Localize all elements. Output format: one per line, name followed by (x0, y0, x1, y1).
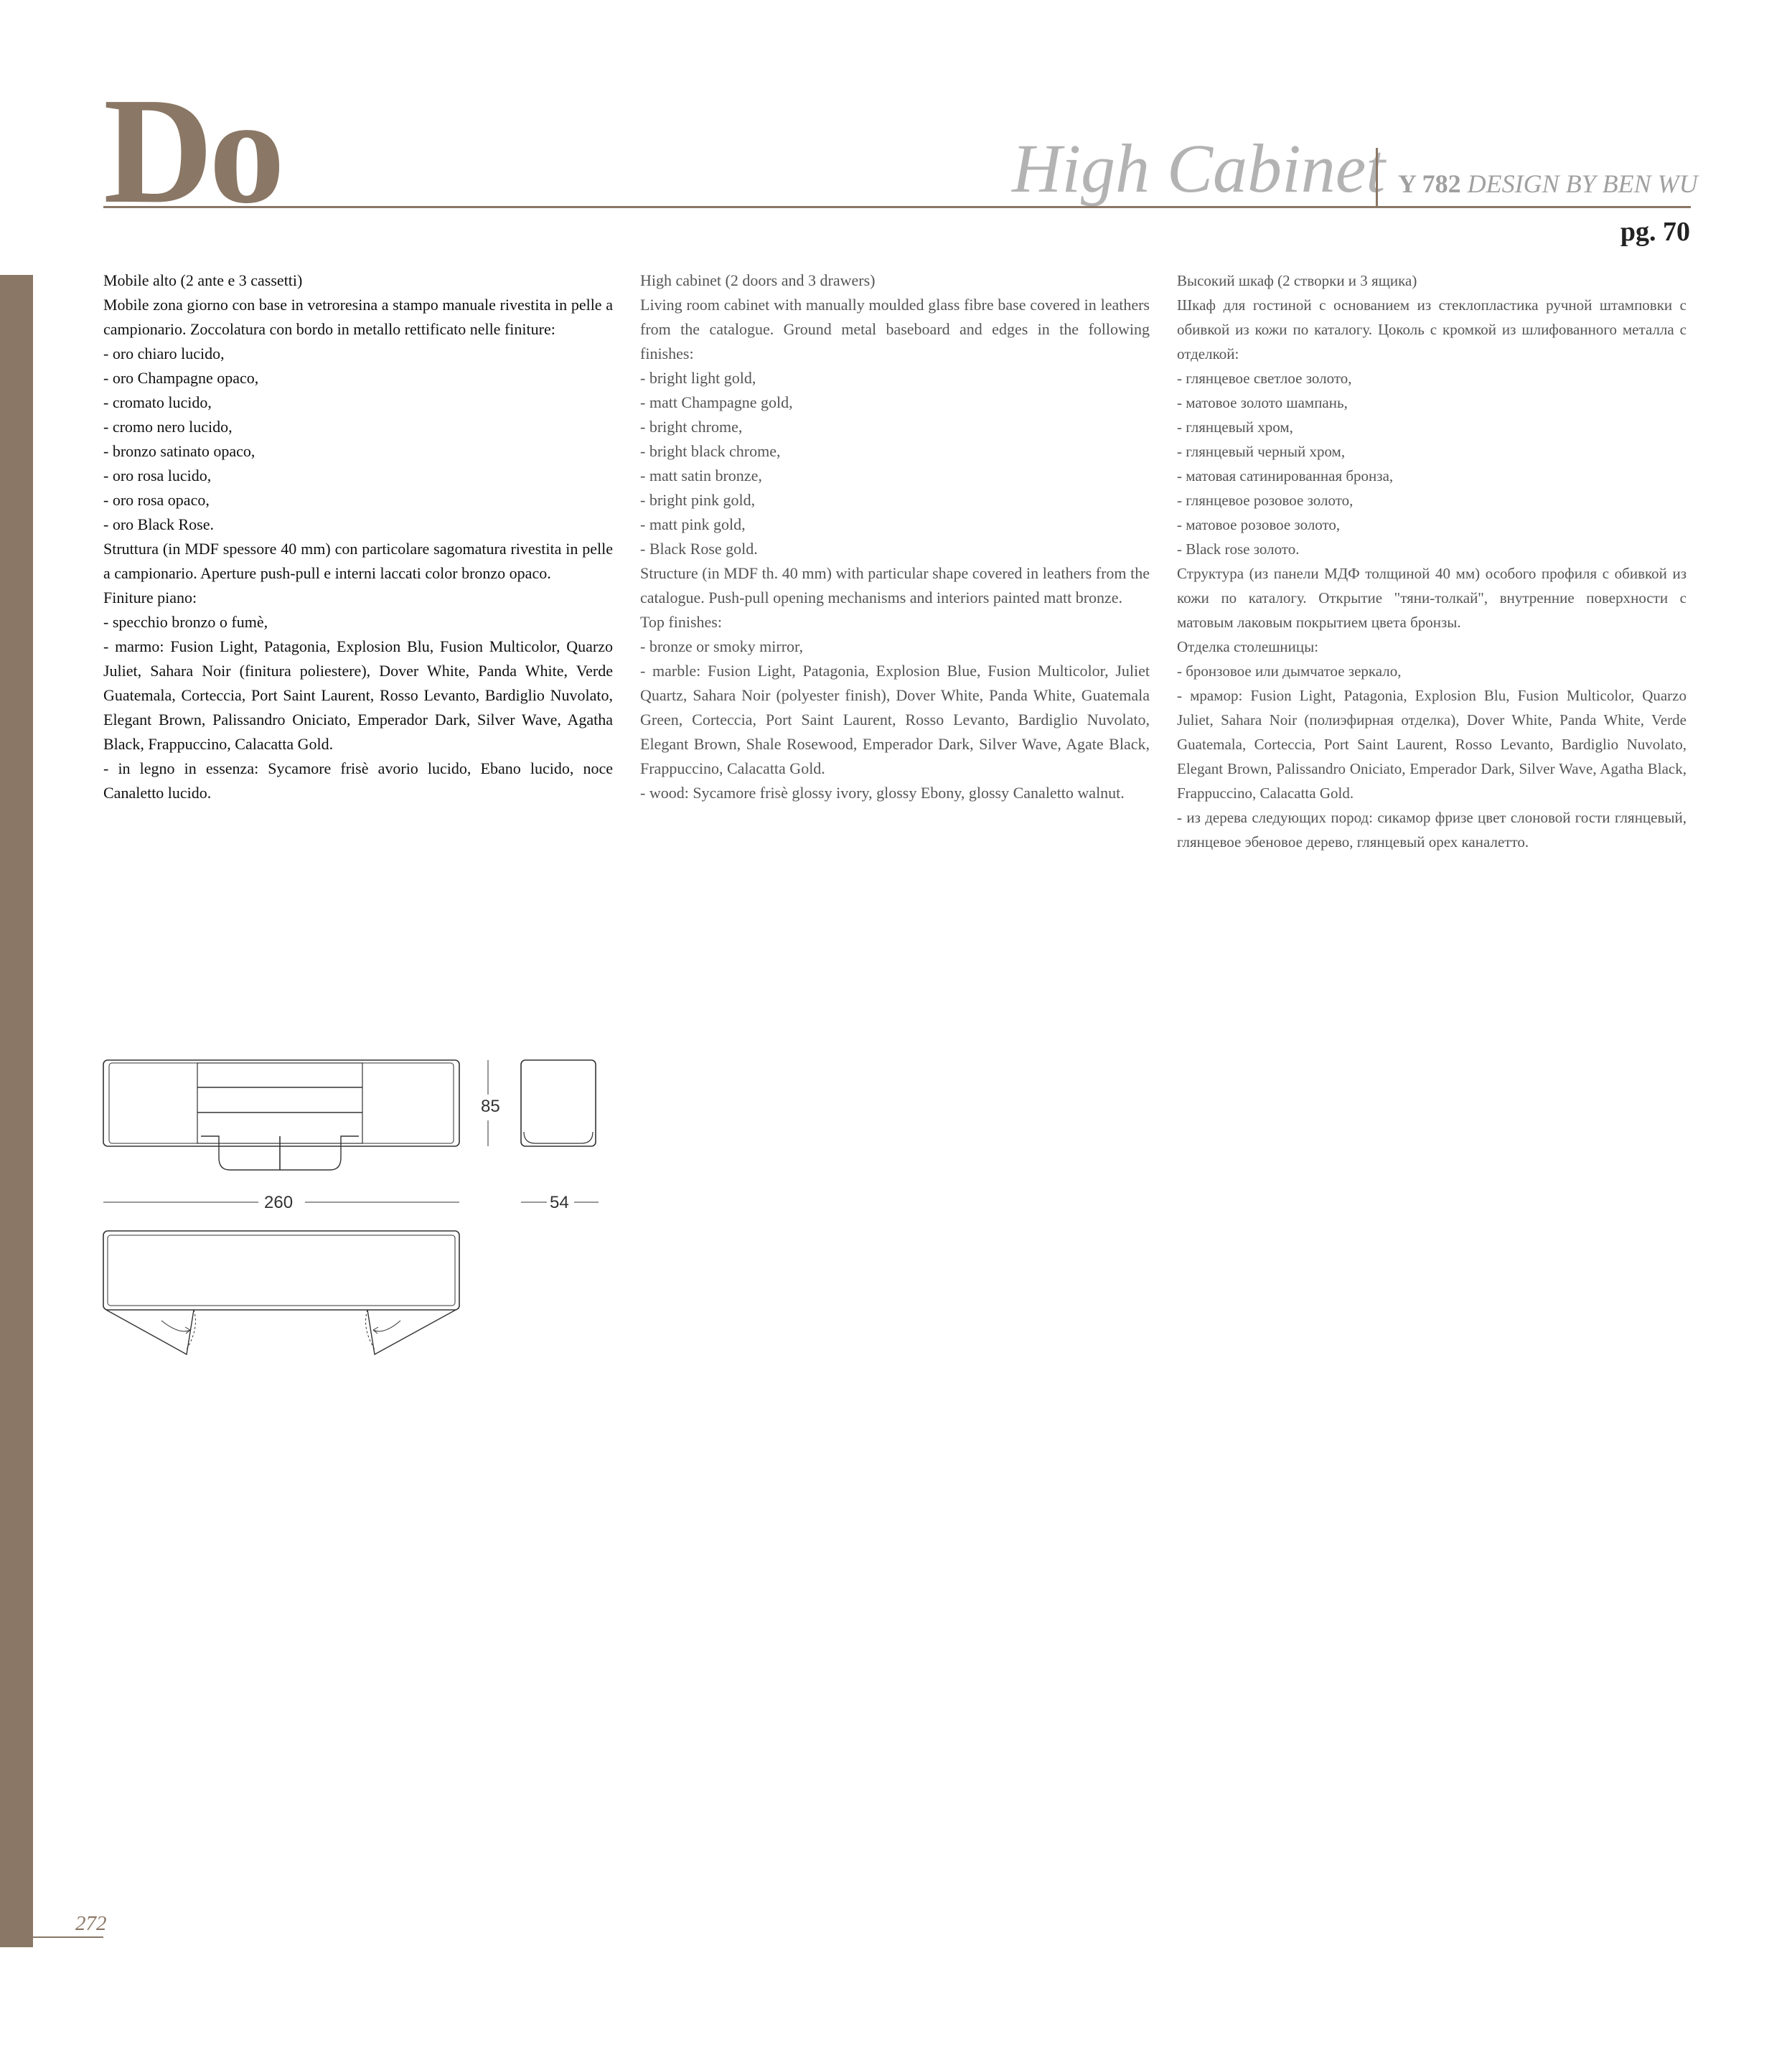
paragraph: Structure (in MDF th. 40 mm) with particular shape covered in leathers from the catalogue. Push-pull opening mechanisms and interiors painted matt bronze. (640, 564, 1150, 606)
list-item: - cromo nero lucido, (103, 418, 233, 436)
description-italian (103, 268, 613, 805)
list-item: - bronzo satinato opaco, (103, 442, 255, 460)
list-item: - matt satin bronze, (640, 467, 762, 484)
front-view-drawing (103, 1060, 459, 1170)
list-item: - marble: Fusion Light, Patagonia, Explosion Blue, Fusion Multicolor, Juliet Quartz, Sahara Noir (polyester finish), Dover White, Panda White, Guatemala Green, Corteccia, Port Saint Laurent, Rosso Levanto, Bardiglio Nuvolato, Elegant Brown, Shale Rosewood, Emperador Dark, Silver Wave, Agate Black, Frappuccino, Calacatta Gold. (640, 662, 1150, 777)
paragraph: Struttura (in MDF spessore 40 mm) con particolare sagomatura rivestita in pelle a campionario. Aperture push-pull e interni laccati color bronzo opaco. (103, 540, 613, 582)
list-item: - глянцевый хром, (1177, 418, 1293, 436)
list-item: - bronze or smoky mirror, (640, 637, 804, 655)
list-item: - глянцевое светлое золото, (1177, 370, 1352, 387)
title-divider (1376, 148, 1378, 207)
paragraph: Top finishes: (640, 613, 722, 631)
list-item: - из дерева следующих пород: сикамор фризе цвет слоновой гости глянцевый, глянцевое эбеновое дерево, глянцевый орех каналетто. (1177, 809, 1687, 851)
width-dimension (103, 1193, 459, 1212)
list-item: - матовая сатинированная бронза, (1177, 467, 1394, 484)
list-item: - bright black chrome, (640, 442, 781, 460)
designer-credit: DESIGN BY BEN WU (1467, 169, 1698, 198)
sidebar-color-bar (0, 275, 33, 1947)
list-item: - матовое розовое золото, (1177, 516, 1341, 533)
list-item: - oro rosa lucido, (103, 467, 212, 484)
list-item: - oro Black Rose. (103, 515, 214, 533)
list-item: - matt pink gold, (640, 515, 746, 533)
page-number-rule (33, 1936, 103, 1938)
collection-title: Do (103, 66, 281, 235)
list-item: - мрамор: Fusion Light, Patagonia, Explosion Blu, Fusion Multicolor, Quarzo Juliet, Sahara Noir (полиэфирная отделка), Dover White, Panda White, Verde Guatemala, Corteccia, Port Saint Laurent, Rosso Levanto, Bardiglio Nuvolato, Elegant Brown, Palissandro Oniciato, Emperador Dark, Silver Wave, Agatha Black, Frappuccino, Calacatta Gold. (1177, 687, 1687, 802)
description-english (640, 268, 1150, 805)
paragraph: Шкаф для гостиной с основанием из стеклопластика ручной штамповки с обивкой из кожи по каталогу. Цоколь с кромкой из шлифованного металла с отделкой: (1177, 296, 1687, 362)
list-item: - Black Rose gold. (640, 540, 758, 558)
list-item: - бронзовое или дымчатое зеркало, (1177, 662, 1402, 680)
side-view-drawing (521, 1060, 596, 1146)
list-item: - bright light gold, (640, 369, 756, 387)
list-item: - матовое золото шампань, (1177, 394, 1348, 411)
list-item: - cromato lucido, (103, 393, 212, 411)
product-code: Y 782 (1398, 169, 1461, 198)
page-reference: pg. 70 (1620, 217, 1690, 247)
paragraph: Mobile zona giorno con base in vetroresina a stampo manuale rivestita in pelle a campionario. Zoccolatura con bordo in metallo rettificato nelle finiture: (103, 296, 613, 338)
paragraph: Структура (из панели МДФ толщиной 40 мм) особого профиля с обивкой из кожи по каталогу. Открытие "тяни-толкай", внутренние поверхности с матовым лаковым покрытием цвета бронзы. (1177, 565, 1687, 631)
technical-drawings (100, 1059, 617, 1360)
list-item: - in legno in essenza: Sycamore frisè avorio lucido, Ebano lucido, noce Canaletto lucido. (103, 759, 613, 802)
description-russian (1177, 268, 1687, 854)
height-dimension (481, 1060, 500, 1146)
paragraph: Mobile alto (2 ante e 3 cassetti) (103, 271, 303, 289)
list-item: - Black rose золото. (1177, 540, 1300, 558)
page-number: 272 (75, 1912, 107, 1935)
product-name: High Cabinet (1012, 130, 1385, 207)
height-label: 85 (481, 1097, 500, 1116)
list-item: - bright chrome, (640, 418, 743, 436)
paragraph: Отделка столешницы: (1177, 638, 1319, 655)
list-item: - глянцевый черный хром, (1177, 443, 1346, 460)
list-item: - глянцевое розовое золото, (1177, 492, 1354, 509)
width-label: 260 (264, 1193, 294, 1212)
header-rule (103, 206, 1691, 208)
list-item: - oro Champagne opaco, (103, 369, 259, 387)
plan-view-drawing (103, 1231, 459, 1354)
list-item: - matt Champagne gold, (640, 393, 793, 411)
list-item: - marmo: Fusion Light, Patagonia, Explosion Blu, Fusion Multicolor, Quarzo Juliet, Sahara Noir (finitura poliestere), Dover White, Panda White, Verde Guatemala, Corteccia, Port Saint Laurent, Rosso Levanto, Bardiglio Nuvolato, Elegant Brown, Palissandro Oniciato, Emperador Dark, Silver Wave, Agatha Black, Frappuccino, Calacatta Gold. (103, 637, 613, 753)
product-code-line (1398, 169, 1698, 198)
list-item: - specchio bronzo o fumè, (103, 613, 268, 631)
list-item: - bright pink gold, (640, 491, 756, 509)
paragraph: Living room cabinet with manually moulded glass fibre base covered in leathers from the catalogue. Ground metal baseboard and edges in the following finishes: (640, 296, 1150, 362)
list-item: - oro rosa opaco, (103, 491, 210, 509)
paragraph: Высокий шкаф (2 створки и 3 ящика) (1177, 272, 1417, 289)
list-item: - oro chiaro lucido, (103, 345, 225, 362)
list-item: - wood: Sycamore frisè glossy ivory, glossy Ebony, glossy Canaletto walnut. (640, 784, 1125, 802)
depth-dimension (521, 1193, 599, 1212)
paragraph: High cabinet (2 doors and 3 drawers) (640, 271, 876, 289)
paragraph: Finiture piano: (103, 589, 197, 606)
depth-label: 54 (550, 1193, 569, 1212)
